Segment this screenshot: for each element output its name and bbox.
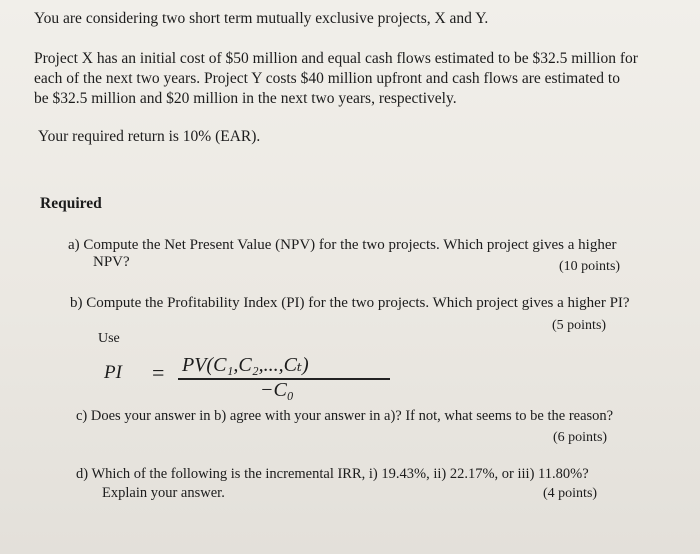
question-c-points: (6 points) (553, 430, 608, 445)
question-a-line-1: a) Compute the Net Present Value (NPV) for the two projects. Which project gives a higher (68, 237, 617, 253)
use-label: Use (98, 331, 120, 346)
project-description-line-3: be $32.5 million and $20 million in the next two years, respectively. (34, 90, 457, 107)
pi-formula (100, 352, 400, 402)
project-description-line-2: each of the next two years. Project Y costs $40 million upfront and cash flows are estimated to (34, 70, 620, 87)
formula-lhs: PI (104, 362, 122, 383)
formula-numerator: PV(C₁,C₂,...,Cₜ) (182, 354, 309, 376)
question-d-points: (4 points) (543, 486, 598, 501)
question-a-points: (10 points) (559, 259, 621, 274)
question-d-line-1: d) Which of the following is the incremental IRR, i) 19.43%, ii) 22.17%, or iii) 11.80%? (76, 466, 589, 482)
formula-denominator: −C₀ (260, 379, 294, 401)
required-return-line: Your required return is 10% (EAR). (38, 128, 261, 145)
question-a-line-2: NPV? (93, 254, 130, 270)
intro-line: You are considering two short term mutually exclusive projects, X and Y. (34, 10, 489, 27)
question-b-points: (5 points) (552, 318, 607, 333)
question-d-line-2: Explain your answer. (102, 485, 225, 501)
question-c-line-1: c) Does your answer in b) agree with your answer in a)? If not, what seems to be the reason? (76, 408, 614, 424)
formula-equals: = (152, 360, 165, 385)
question-b-line-1: b) Compute the Profitability Index (PI) for the two projects. Which project gives a higher PI? (70, 295, 630, 311)
required-heading: Required (40, 195, 102, 212)
project-description-line-1: Project X has an initial cost of $50 million and equal cash flows estimated to be $32.5 million for (34, 50, 638, 67)
